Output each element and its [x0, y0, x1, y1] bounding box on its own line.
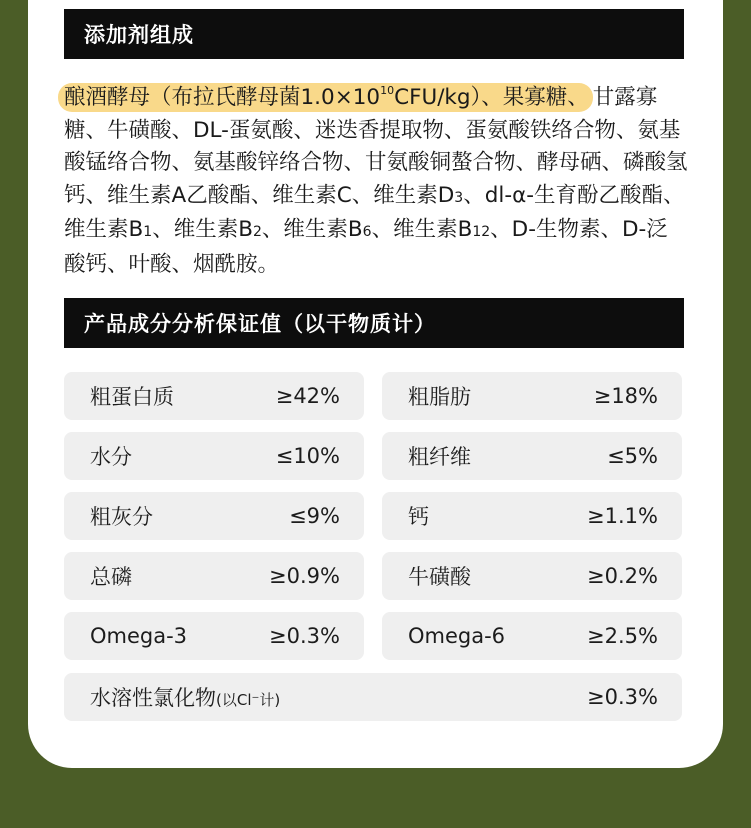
- section-title: 产品成分分析保证值（以干物质计）: [84, 312, 436, 336]
- nutrient-value: ≤5%: [607, 444, 658, 468]
- nutrient-cell-wide: [64, 673, 682, 721]
- nutrient-value: ≥0.9%: [269, 564, 340, 588]
- section-title: 添加剂组成: [84, 23, 194, 47]
- nutrient-name: 牛磺酸: [408, 565, 471, 589]
- nutrient-cell: [64, 552, 364, 600]
- nutrient-cell: [382, 612, 682, 660]
- nutrient-value: ≥0.3%: [587, 685, 658, 709]
- nutrient-value: ≥42%: [275, 384, 340, 408]
- nutrient-name: 粗蛋白质: [90, 385, 174, 409]
- nutrient-cell: [382, 432, 682, 480]
- nutrient-name: 粗灰分: [90, 505, 153, 529]
- nutrient-note: (以Cl⁻计): [216, 691, 281, 709]
- nutrient-cell: [64, 612, 364, 660]
- nutrient-value: ≥0.2%: [587, 564, 658, 588]
- nutrient-value: ≤9%: [289, 504, 340, 528]
- nutrient-value: ≥0.3%: [269, 624, 340, 648]
- nutrient-name: 钙: [408, 505, 429, 529]
- nutrient-name: 总磷: [90, 565, 132, 589]
- nutrient-name: Omega-6: [408, 624, 506, 648]
- section-header-additives: [64, 9, 684, 59]
- nutrient-value: ≤10%: [275, 444, 340, 468]
- nutrient-cell: [382, 492, 682, 540]
- nutrient-name: 水溶性氯化物(以Cl⁻计): [90, 686, 281, 710]
- nutrient-name: 粗脂肪: [408, 385, 471, 409]
- nutrient-cell: [64, 372, 364, 420]
- nutrient-value: ≥1.1%: [587, 504, 658, 528]
- nutrient-cell: [382, 372, 682, 420]
- section-header-analysis: [64, 298, 684, 348]
- nutrient-name: 水分: [90, 445, 132, 469]
- highlighted-ingredient: 酿酒酵母（布拉氏酵母菌$1.0\times 10^{10}CFU/kg$）、果寡糖、: [58, 83, 593, 112]
- nutrient-value: ≥18%: [593, 384, 658, 408]
- nutrient-name: 粗纤维: [408, 445, 471, 469]
- nutrient-value: ≥2.5%: [587, 624, 658, 648]
- ingredients-list: 酿酒酵母（布拉氏酵母菌$1.0\times 10^{10}CFU/kg$）、果寡糖、 甘露寡糖、牛磺酸、DL-蛋氨酸、迷迭香提取物、蛋氨酸铁络合物、氨基酸锰络合物、氨基酸锌络合物、甘氨酸铜螯合物、酵母硒、磷酸氢钙、维生素A乙酸酯、维生素C、维生素D3、dl-α-生育酚乙酸酯、维生素B1、维生素B2、维生素B6、维生素B12、D-生物素、D-泛酸钙、叶酸、烟酰胺。: [64, 82, 689, 281]
- nutrient-name: Omega-3: [90, 624, 188, 648]
- nutrient-cell: [382, 552, 682, 600]
- nutrient-cell: [64, 492, 364, 540]
- nutrient-cell: [64, 432, 364, 480]
